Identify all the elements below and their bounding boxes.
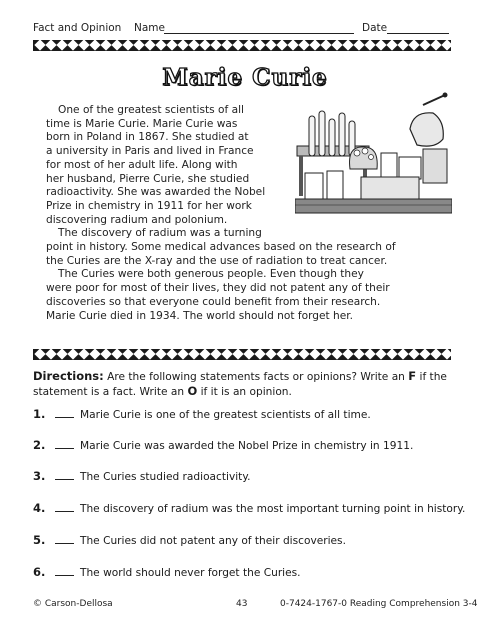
border-diamond [45, 40, 56, 51]
border-diamond [364, 40, 375, 51]
question-item [33, 434, 413, 453]
border-diamond [419, 40, 430, 51]
border-diamond [45, 349, 56, 360]
border-diamond [309, 349, 320, 360]
passage-paragraph-2 [46, 241, 466, 323]
border-diamond [353, 40, 364, 51]
border-diamond [177, 349, 188, 360]
border-diamond [34, 349, 45, 360]
question-item [33, 465, 250, 484]
border-diamond [287, 349, 298, 360]
border-diamond [254, 349, 265, 360]
border-diamond [265, 40, 276, 51]
date-label: Date [362, 22, 388, 34]
passage-line: discoveries so that everyone could benefit from their research. [46, 295, 381, 308]
border-diamond [155, 349, 166, 360]
border-diamond [199, 40, 210, 51]
border-diamond [243, 349, 254, 360]
border-diamond [177, 40, 188, 51]
page-number: 43 [236, 599, 248, 609]
border-diamond [287, 40, 298, 51]
question-number: 4. [33, 501, 46, 515]
border-diamond [199, 349, 210, 360]
border-diamond [221, 349, 232, 360]
border-diamond [166, 349, 177, 360]
border-diamond [386, 40, 397, 51]
border-diamond [122, 349, 133, 360]
answer-blank[interactable] [55, 502, 74, 512]
border-diamond [276, 349, 287, 360]
border-diamond [133, 349, 144, 360]
passage-line: the Curies are the X-ray and the use of radiation to treat cancer. [46, 254, 388, 267]
answer-blank[interactable] [55, 470, 74, 480]
passage-line: Prize in chemistry in 1911 for her work [46, 199, 252, 212]
border-diamond [221, 40, 232, 51]
border-diamond [298, 40, 309, 51]
border-diamond [331, 40, 342, 51]
decorative-border-top [33, 40, 451, 51]
decorative-border-middle [33, 349, 451, 360]
border-diamond [320, 40, 331, 51]
question-text: The discovery of radium was the most important turning point in history. [80, 503, 466, 515]
border-diamond [67, 349, 78, 360]
question-item [33, 497, 465, 516]
border-diamond [254, 40, 265, 51]
fact-letter: F [408, 369, 417, 383]
border-diamond [78, 40, 89, 51]
passage-paragraph-1 [46, 104, 296, 241]
border-diamond [188, 349, 199, 360]
name-field[interactable] [164, 22, 354, 34]
border-diamond [441, 349, 451, 360]
answer-blank[interactable] [55, 439, 74, 449]
border-diamond [210, 349, 221, 360]
border-diamond [309, 40, 320, 51]
question-number: 6. [33, 565, 46, 579]
question-item [33, 529, 346, 548]
border-diamond [166, 40, 177, 51]
border-diamond [397, 40, 408, 51]
passage-line: radioactivity. She was awarded the Nobel [46, 186, 266, 199]
passage-line: One of the greatest scientists of all [58, 104, 244, 116]
directions-text: if the [419, 371, 447, 383]
border-diamond [353, 349, 364, 360]
question-item [33, 561, 301, 580]
directions-text: Are the following statements facts or opinions? Write an [107, 371, 405, 383]
passage-line: were poor for most of their lives, they did not patent any of their [46, 282, 390, 295]
border-diamond [342, 349, 353, 360]
border-diamond [133, 40, 144, 51]
passage-line: The Curies were both generous people. Even though they [58, 268, 364, 281]
page-title: Marie Curie [162, 64, 328, 91]
question-number: 3. [33, 469, 46, 483]
border-diamond [100, 40, 111, 51]
border-diamond [375, 40, 386, 51]
directions-text: statement is a fact. Write an [33, 385, 185, 398]
border-diamond [100, 349, 111, 360]
border-diamond [34, 40, 45, 51]
passage-line: Marie Curie died in 1934. The world should not forget her. [46, 309, 354, 322]
border-diamond [331, 349, 342, 360]
passage-line: time is Marie Curie. Marie Curie was [46, 117, 238, 130]
question-text: Marie Curie was awarded the Nobel Prize in chemistry in 1911. [80, 440, 414, 452]
border-diamond [144, 349, 155, 360]
border-diamond [78, 349, 89, 360]
border-diamond [419, 349, 430, 360]
answer-blank[interactable] [55, 566, 74, 576]
passage-line: for most of her adult life. Along with [46, 158, 238, 171]
passage-line: point in history. Some medical advances based on the research of [46, 241, 396, 253]
border-diamond [111, 349, 122, 360]
passage-line: born in Poland in 1867. She studied at [46, 131, 249, 144]
border-diamond [342, 40, 353, 51]
border-diamond [408, 349, 419, 360]
question-text: Marie Curie is one of the greatest scientists of all time. [80, 409, 371, 421]
border-diamond [375, 349, 386, 360]
border-diamond [408, 40, 419, 51]
border-diamond [441, 40, 451, 51]
border-diamond [232, 40, 243, 51]
section-label: Fact and Opinion [33, 22, 122, 34]
question-text: The world should never forget the Curies. [80, 567, 301, 579]
answer-blank[interactable] [55, 408, 74, 418]
directions-label: Directions: [33, 369, 104, 383]
border-diamond [298, 349, 309, 360]
border-diamond [265, 349, 276, 360]
date-field[interactable] [387, 22, 449, 34]
copyright: © Carson-Dellosa [33, 599, 113, 609]
passage-line: a university in Paris and lived in France [46, 145, 254, 158]
border-diamond [188, 40, 199, 51]
question-number: 5. [33, 533, 46, 547]
border-diamond [111, 40, 122, 51]
name-label: Name [134, 22, 165, 34]
passage-line: The discovery of radium was a turning [58, 227, 262, 240]
laboratory-illustration [295, 91, 452, 214]
border-diamond [122, 40, 133, 51]
question-item [33, 403, 371, 422]
border-diamond [210, 40, 221, 51]
border-diamond [56, 40, 67, 51]
border-diamond [155, 40, 166, 51]
border-diamond [243, 40, 254, 51]
border-diamond [232, 349, 243, 360]
passage-line: discovering radium and polonium. [46, 213, 228, 226]
answer-blank[interactable] [55, 534, 74, 544]
border-diamond [56, 349, 67, 360]
question-number: 1. [33, 407, 46, 421]
border-diamond [430, 40, 441, 51]
directions [33, 370, 458, 399]
border-diamond [67, 40, 78, 51]
border-diamond [276, 40, 287, 51]
border-diamond [320, 349, 331, 360]
border-diamond [364, 349, 375, 360]
border-diamond [89, 349, 100, 360]
border-diamond [430, 349, 441, 360]
border-diamond [89, 40, 100, 51]
opinion-letter: O [187, 383, 198, 398]
border-diamond [397, 349, 408, 360]
directions-text: if it is an opinion. [200, 385, 292, 398]
question-text: The Curies did not patent any of their discoveries. [80, 535, 346, 547]
question-number: 2. [33, 438, 46, 452]
passage-line: her husband, Pierre Curie, she studied [46, 172, 250, 185]
question-text: The Curies studied radioactivity. [80, 471, 251, 483]
isbn-line: 0-7424-1767-0 Reading Comprehension 3-4 [280, 599, 478, 609]
border-diamond [144, 40, 155, 51]
border-diamond [386, 349, 397, 360]
